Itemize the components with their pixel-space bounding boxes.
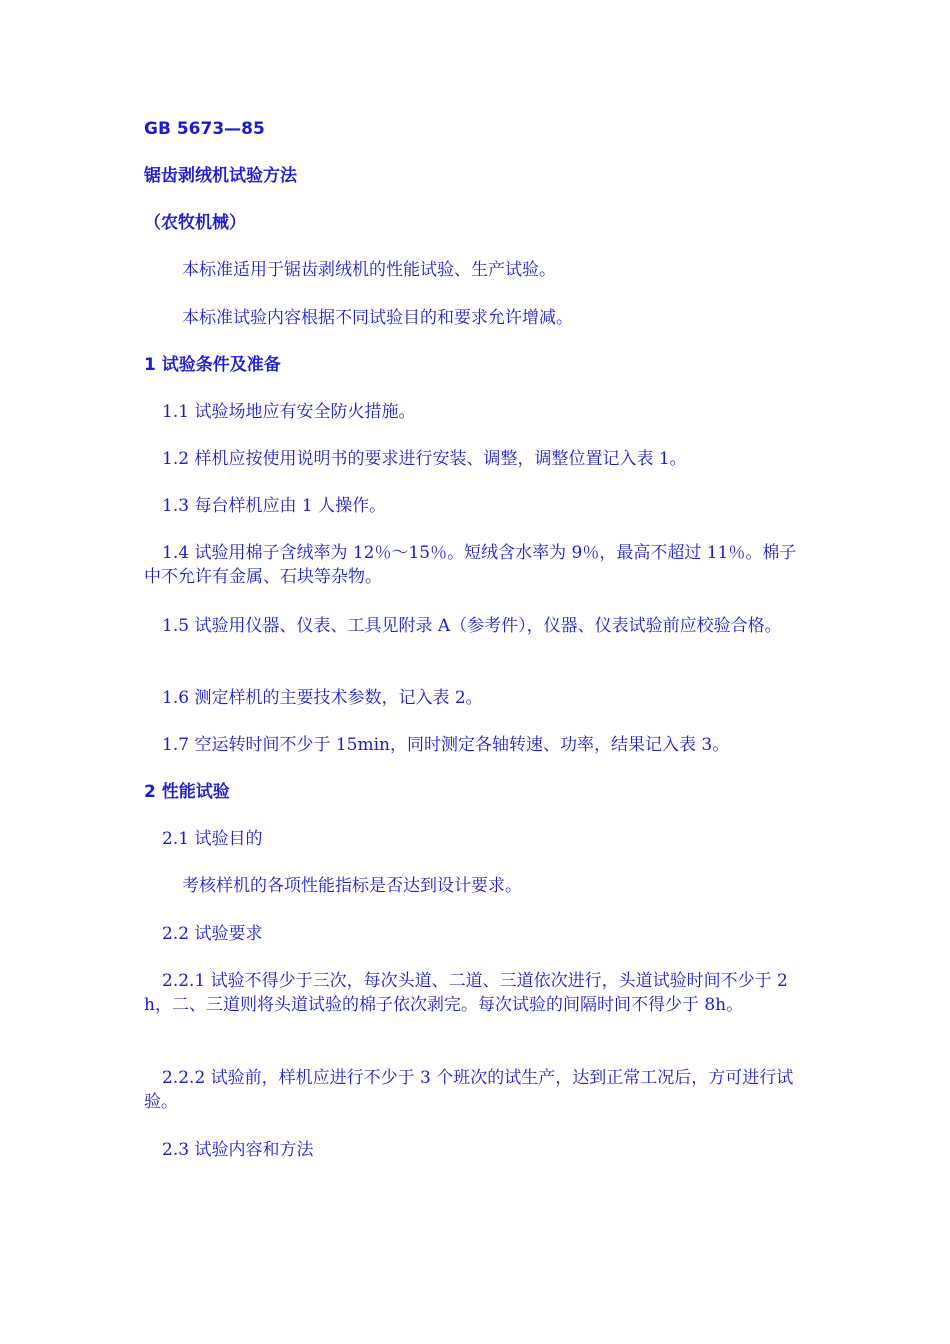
clause-1-3: 1.3 每台样机应由 1 人操作。 bbox=[162, 496, 387, 516]
intro-paragraph-2: 本标准试验内容根据不同试验目的和要求允许增减。 bbox=[182, 308, 573, 328]
section-1-heading: 1 试验条件及准备 bbox=[144, 355, 281, 375]
standard-code: GB 5673—85 bbox=[144, 119, 265, 139]
intro-paragraph-1: 本标准适用于锯齿剥绒机的性能试验、生产试验。 bbox=[182, 260, 556, 280]
document-category: （农牧机械） bbox=[144, 213, 246, 233]
clause-2-2: 2.2 试验要求 bbox=[162, 924, 263, 944]
clause-2-2-2: 2.2.2 试验前，样机应进行不少于 3 个班次的试生产，达到正常工况后，方可进行试验。 bbox=[144, 1068, 794, 1112]
clause-2-1: 2.1 试验目的 bbox=[162, 829, 263, 849]
clause-1-6: 1.6 测定样机的主要技术参数，记入表 2。 bbox=[162, 688, 483, 708]
document-title: 锯齿剥绒机试验方法 bbox=[144, 166, 297, 186]
clause-1-2: 1.2 样机应按使用说明书的要求进行安装、调整，调整位置记入表 1。 bbox=[162, 449, 687, 469]
clause-1-5: 1.5 试验用仪器、仪表、工具见附录 A（参考件），仪器、仪表试验前应校验合格。 bbox=[162, 616, 782, 636]
clause-2-2-1: 2.2.1 试验不得少于三次，每次头道、二道、三道依次进行，头道试验时间不少于 2h，二、三道则将头道试验的棉子依次剥完。每次试验的间隔时间不得少于 8h。 bbox=[144, 971, 788, 1015]
clause-1-4: 1.4 试验用棉子含绒率为 12％～15％。短绒含水率为 9％，最高不超过 11％。棉子中不允许有金属、石块等杂物。 bbox=[144, 543, 797, 587]
clause-1-7: 1.7 空运转时间不少于 15min，同时测定各轴转速、功率，结果记入表 3。 bbox=[162, 735, 730, 755]
clause-2-3: 2.3 试验内容和方法 bbox=[162, 1140, 314, 1160]
clause-1-1: 1.1 试验场地应有安全防火措施。 bbox=[162, 402, 416, 422]
section-2-heading: 2 性能试验 bbox=[144, 782, 230, 802]
clause-2-1-text: 考核样机的各项性能指标是否达到设计要求。 bbox=[182, 876, 522, 896]
